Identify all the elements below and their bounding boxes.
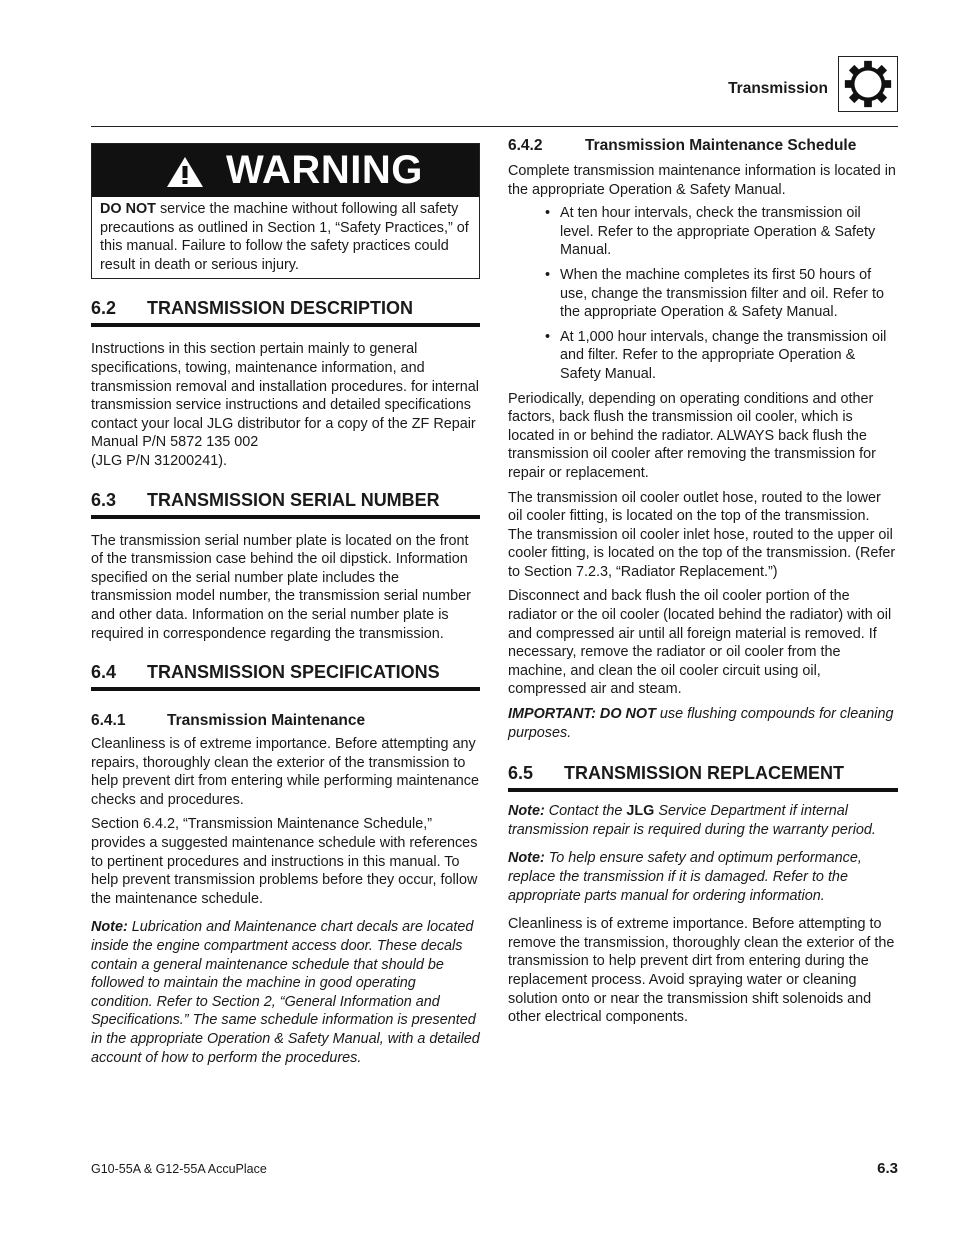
note: Note: Lubrication and Maintenance chart decals are located inside the engine compartment access door. These decals contain a general maintenance schedule that should be followed to maintain the machine in good operating condition. Refer to Section 2, “General Information and Specifications.” The same schedule information is presented in the appropriate Operation & Safety Manual, with a detailed account of how to perform the procedures. — [91, 919, 480, 1066]
subsection-heading-6-4-1: 6.4.1 Transmission Maintenance — [91, 712, 366, 730]
list-item: • When the machine completes its first 50 hours of use, change the transmission filter and oil. Refer to the appropriate Operation & Safety Manual. — [560, 266, 898, 322]
paragraph: Complete transmission maintenance information is located in the appropriate Operation & Safety Manual. — [508, 163, 896, 198]
warning-body-text: service the machine without following all safety precautions as outlined in Section 1, “Safety Practices,” of this manual. Failure to follow the safety practices could result in death or serious injury. — [100, 201, 469, 273]
maintenance-schedule-list — [508, 204, 898, 383]
paragraph: Disconnect and back flush the oil cooler portion of the radiator or the oil cooler (located behind the radiator) with oil and compressed air until all foreign material is removed. If necessary, remove the radiator or oil cooler from the machine, and clean the oil cooler circuit using oil, compressed air and steam. — [508, 588, 892, 698]
note: Note: Contact the JLG Service Department if internal transmission repair is required during the warranty period. — [508, 803, 876, 838]
gear-icon — [838, 56, 898, 112]
section-heading-6-3: 6.3 TRANSMISSION SERIAL NUMBER — [91, 489, 480, 519]
running-header-title: Transmission — [728, 80, 828, 97]
right-column — [508, 136, 898, 1027]
page-number: 6.3 — [877, 1160, 898, 1177]
header-rule — [91, 126, 898, 127]
section-heading-6-2: 6.2 TRANSMISSION DESCRIPTION — [91, 297, 480, 327]
list-item: • At 1,000 hour intervals, change the transmission oil and filter. Refer to the appropriate Operation & Safety Manual. — [560, 328, 898, 384]
warning-triangle-icon — [166, 156, 204, 188]
warning-lead: DO NOT — [100, 201, 156, 217]
paragraph: Section 6.4.2, “Transmission Maintenance Schedule,” provides a suggested maintenance schedule with references to pertinent procedures and instructions in this manual. To help prevent transmission problems before they occur, follow the maintenance schedule. — [91, 816, 478, 907]
footer-model: G10-55A & G12-55A AccuPlace — [91, 1162, 267, 1176]
warning-text — [92, 197, 479, 278]
paragraph: The transmission serial number plate is located on the front of the transmission case behind the oil dipstick. Information specified on the serial number plate includes the transmission model number, the transmission serial number and other data. Information on the serial number plate is required in correspondence regarding the transmission. — [91, 532, 471, 642]
subsection-heading-6-4-2: 6.4.2 Transmission Maintenance Schedule — [508, 137, 857, 154]
paragraph: Cleanliness is of extreme importance. Before attempting to remove the transmission, thoroughly clean the exterior of the transmission to help prevent dirt from entering during the replacement process. Avoid spraying water or cleaning solution onto or near the transmission shift solenoids and other electrical components. — [508, 916, 895, 1026]
section-heading-6-5: 6.5 TRANSMISSION REPLACEMENT — [508, 762, 898, 792]
paragraph: Cleanliness is of extreme importance. Before attempting any repairs, thoroughly clean the exterior of the transmission to help prevent dirt from entering while performing maintenance checks and procedures. — [91, 736, 479, 808]
section-heading-6-4: 6.4 TRANSMISSION SPECIFICATIONS — [91, 661, 480, 691]
paragraph: Instructions in this section pertain mainly to general specifications, towing, maintenance information, and transmission removal and installation procedures. for internal transmission service instructions and detailed specifications contact your local JLG distributor for a copy of the ZF Repair Manual P/N 5872 135 002 (JLG P/N 31200241). — [91, 341, 479, 469]
warning-banner — [92, 144, 479, 197]
list-item: • At ten hour intervals, check the transmission oil level. Refer to the appropriate Operation & Safety Manual. — [560, 204, 898, 260]
warning-box — [91, 143, 480, 279]
note: Note: To help ensure safety and optimum performance, replace the transmission if it is damaged. Refer to the appropriate parts manual for ordering information. — [508, 850, 862, 904]
warning-title: WARNING — [226, 148, 423, 193]
important-note: IMPORTANT: DO NOT use flushing compounds for cleaning purposes. — [508, 706, 894, 741]
paragraph: The transmission oil cooler outlet hose, routed to the lower oil cooler fitting, is located on the top of the transmission. The transmission oil cooler inlet hose, routed to the upper oil cooler fitting, is located on the top of the transmission. (Refer to Section 7.2.3, “Radiator Replacement.”) — [508, 489, 896, 580]
paragraph: Periodically, depending on operating conditions and other factors, back flush the transmission oil cooler, which is located in or behind the radiator. ALWAYS back flush the transmission oil cooler after removing the transmission for repair or replacement. — [508, 390, 876, 481]
left-column — [91, 140, 480, 1067]
